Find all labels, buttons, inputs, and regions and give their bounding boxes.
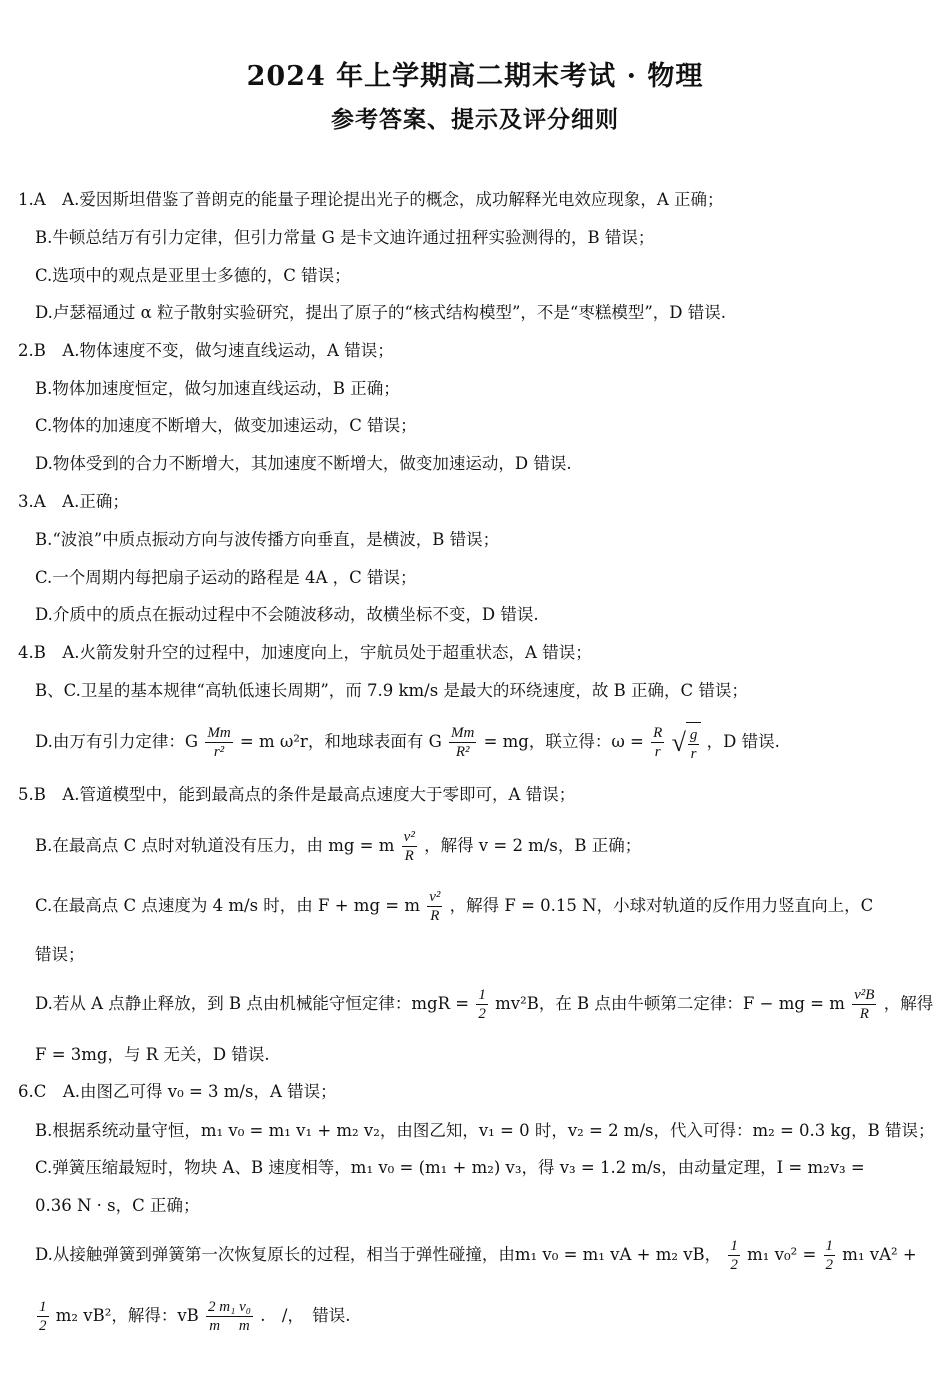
fraction: [206, 1298, 253, 1335]
text-segment: = m ω²r，和地球表面有 G: [239, 732, 442, 751]
answer-line: C.选项中的观点是亚里士多德的，C 错误；: [35, 266, 351, 285]
square-root: √ $\frac{g}{r}$: [672, 722, 702, 763]
denominator: 2: [825, 1257, 834, 1273]
numerator: v²: [429, 889, 441, 905]
numerator: R: [653, 725, 663, 741]
numerator: 1: [730, 1238, 738, 1254]
answer-line: 6.C A.由图乙可得 v₀ = 3 m/s，A 错误；: [18, 1082, 337, 1101]
text-segment: D.若从 A 点静止释放，到 B 点由机械能守恒定律：mgR =: [35, 994, 470, 1013]
fraction: [651, 724, 664, 761]
answer-line: D.介质中的质点在振动过程中不会随波移动，故横坐标不变，D 错误.: [35, 605, 539, 624]
answer-line: 错误；: [35, 945, 85, 964]
answer-line: D.卢瑟福通过 α 粒子散射实验研究，提出了原子的“核式结构模型”，不是“枣糕模型”，D 错误.: [35, 303, 726, 322]
denominator: r: [690, 745, 697, 762]
fraction: [476, 986, 488, 1023]
denominator: 2: [478, 1006, 486, 1022]
text-segment: B.在最高点 C 点时对轨道没有压力，由 mg = m: [35, 836, 395, 855]
text-segment: = mg，联立得：ω =: [483, 732, 644, 751]
numerator: 1: [39, 1299, 47, 1315]
answer-line: B、C.卫星的基本规律“高轨低速长周期”，而 7.9 km/s 是最大的环绕速度，故 B 正确，C 错误；: [35, 681, 748, 700]
page-title: 2024 年上学期高二期末考试 · 物理: [246, 61, 704, 92]
denominator: R: [430, 908, 440, 924]
fraction: [402, 828, 417, 865]
text-segment: m₁ vA² +: [842, 1245, 917, 1264]
answer-line-formula: [35, 1235, 930, 1275]
answer-line-formula: [35, 826, 930, 866]
answer-line: 0.36 N · s，C 正确；: [35, 1196, 200, 1215]
fraction: [449, 724, 476, 761]
fraction: [205, 724, 232, 761]
fraction: [824, 1237, 836, 1274]
answer-line: F = 3mg，与 R 无关，D 错误.: [35, 1045, 270, 1064]
text-segment: m₁ v₀² =: [747, 1245, 817, 1264]
text-segment: ，解得 v = 2 m/s，B 正确；: [424, 836, 642, 855]
denominator: m m: [209, 1318, 250, 1334]
numerator: 2 m₁ v₀: [208, 1299, 251, 1315]
fraction: [728, 1237, 740, 1274]
answer-line-formula: [35, 1296, 930, 1336]
text-segment: C.在最高点 C 点速度为 4 m/s 时，由 F + mg = m: [35, 896, 420, 915]
text-segment: D.由万有引力定律：G: [35, 732, 199, 751]
denominator: R: [859, 1006, 869, 1022]
answer-line: B.“波浪”中质点振动方向与波传播方向垂直，是横波，B 错误；: [35, 530, 500, 549]
denominator: R: [404, 848, 414, 864]
answer-line: 2.B A.物体速度不变，做匀速直线运动，A 错误；: [18, 341, 394, 360]
text-segment: D.从接触弹簧到弹簧第一次恢复原长的过程，相当于弹性碰撞，由m₁ v₀ = m₁ vA + m₂ vB，: [35, 1245, 722, 1264]
answer-line: C.物体的加速度不断增大，做变加速运动，C 错误；: [35, 416, 417, 435]
denominator: 2: [39, 1318, 47, 1334]
answer-line-formula: [35, 886, 930, 926]
denominator: R²: [455, 744, 470, 760]
text-segment: ，D 错误.: [706, 732, 780, 751]
numerator: g: [689, 726, 698, 743]
denominator: 2: [730, 1257, 738, 1273]
denominator: r²: [213, 744, 225, 760]
text-segment: m₂ vB²，解得：vB: [55, 1306, 199, 1325]
answer-line: B.根据系统动量守恒，m₁ v₀ = m₁ v₁ + m₂ v₂，由图乙知，v₁ = 0 时，v₂ = 2 m/s，代入可得：m₂ = 0.3 kg，B 错误；: [35, 1121, 935, 1140]
answer-line: C.弹簧压缩最短时，物块 A、B 速度相等，m₁ v₀ = (m₁ + m₂) v₃，得 v₃ = 1.2 m/s，由动量定理，I = m₂v₃ =: [35, 1158, 865, 1177]
answer-line: C.一个周期内每把扇子运动的路程是 4A ，C 错误；: [35, 568, 417, 587]
answer-line-formula: [35, 984, 934, 1024]
fraction: [688, 726, 700, 763]
text-segment: ，解得: [883, 994, 934, 1013]
numerator: 1: [825, 1238, 834, 1254]
numerator: 1: [478, 987, 486, 1003]
fraction: [427, 888, 442, 925]
answer-line: 3.A A.正确；: [18, 492, 129, 511]
answer-line: 1.A A.爱因斯坦借鉴了普朗克的能量子理论提出光子的概念，成功解释光电效应现象，A 正确；: [18, 190, 724, 209]
answer-line: B.物体加速度恒定，做匀加速直线运动，B 正确；: [35, 379, 400, 398]
numerator: Mm: [207, 725, 231, 741]
text-segment: ，解得 F = 0.15 N，小球对轨道的反作用力竖直向上，C: [449, 896, 874, 915]
answer-line: B.牛顿总结万有引力定律，但引力常量 G 是卡文迪许通过扭秤实验测得的，B 错误；: [35, 228, 655, 247]
numerator: v²: [403, 829, 415, 845]
answer-line: 5.B A.管道模型中，能到最高点的条件是最高点速度大于零即可，A 错误；: [18, 785, 576, 804]
denominator: r: [654, 744, 661, 760]
fraction: [852, 986, 876, 1023]
answer-line: 4.B A.火箭发射升空的过程中，加速度向上，宇航员处于超重状态，A 错误；: [18, 643, 592, 662]
answer-line-formula: [35, 722, 930, 763]
text-segment: . /， 错误.: [260, 1306, 351, 1325]
numerator: Mm: [451, 725, 475, 741]
fraction: [37, 1298, 49, 1335]
numerator: v²B: [854, 987, 875, 1003]
page-subtitle: 参考答案、提示及评分细则: [331, 106, 619, 133]
text-segment: mv²B，在 B 点由牛顿第二定律：F − mg = m: [495, 994, 845, 1013]
answer-line: D.物体受到的合力不断增大，其加速度不断增大，做变加速运动，D 错误.: [35, 454, 572, 473]
